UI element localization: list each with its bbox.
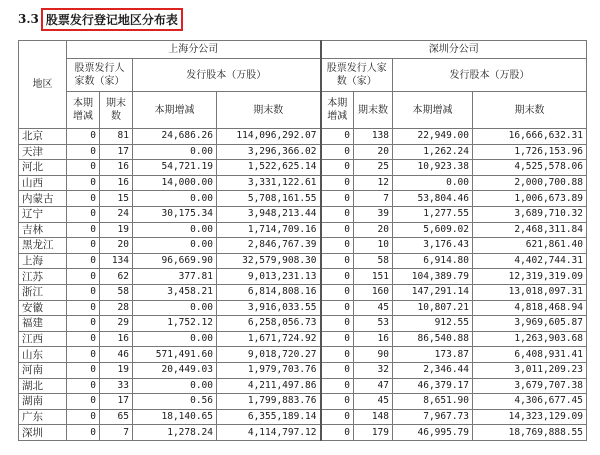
region-cell: 江西 <box>19 331 67 347</box>
sh-issuers-end-cell: 15 <box>100 191 133 207</box>
sz-capital-change-cell: 5,609.02 <box>393 222 473 238</box>
region-cell: 天津 <box>19 144 67 160</box>
region-cell: 深圳 <box>19 425 67 441</box>
sh-issuers-end-cell: 46 <box>100 347 133 363</box>
sz-capital-end-cell: 6,408,931.41 <box>473 347 587 363</box>
region-cell: 江苏 <box>19 269 67 285</box>
sh-issuers-change-cell: 0 <box>67 331 100 347</box>
sh-issuers-change-cell: 0 <box>67 409 100 425</box>
sh-capital-change-cell: 377.81 <box>133 269 217 285</box>
sz-issuers-change-cell: 0 <box>321 331 354 347</box>
sh-capital-change-cell: 571,491.60 <box>133 347 217 363</box>
region-cell: 北京 <box>19 129 67 145</box>
table-row <box>19 222 587 238</box>
region-cell: 浙江 <box>19 284 67 300</box>
sh-capital-change-cell: 0.00 <box>133 191 217 207</box>
sh-capital-change-cell: 24,686.26 <box>133 129 217 145</box>
sz-capital-change-header: 本期增减 <box>393 92 473 129</box>
sz-capital-end-cell: 621,861.40 <box>473 238 587 254</box>
table-row <box>19 394 587 410</box>
sz-capital-end-cell: 1,006,673.89 <box>473 191 587 207</box>
sh-issuers-end-cell: 19 <box>100 222 133 238</box>
sh-capital-end-cell: 6,814,808.16 <box>217 284 321 300</box>
region-cell: 上海 <box>19 253 67 269</box>
table-row <box>19 129 587 145</box>
sz-capital-end-cell: 13,018,097.31 <box>473 284 587 300</box>
sz-capital-change-cell: 46,379.17 <box>393 378 473 394</box>
sh-issuers-end-cell: 62 <box>100 269 133 285</box>
sh-issuers-change-cell: 0 <box>67 129 100 145</box>
sz-issuers-change-header: 本期增减 <box>321 92 354 129</box>
sz-issuers-end-cell: 138 <box>354 129 393 145</box>
sh-issuers-change-cell: 0 <box>67 253 100 269</box>
sh-capital-change-cell: 0.00 <box>133 331 217 347</box>
region-cell: 山西 <box>19 175 67 191</box>
sh-capital-end-cell: 3,916,033.55 <box>217 300 321 316</box>
sz-capital-change-cell: 1,277.55 <box>393 206 473 222</box>
sz-capital-change-cell: 912.55 <box>393 316 473 332</box>
sh-issuers-end-cell: 81 <box>100 129 133 145</box>
sz-issuers-end-cell: 39 <box>354 206 393 222</box>
sh-capital-end-cell: 1,799,883.76 <box>217 394 321 410</box>
sz-issuers-change-cell: 0 <box>321 206 354 222</box>
sz-issuers-end-cell: 58 <box>354 253 393 269</box>
sh-issuers-end-cell: 16 <box>100 331 133 347</box>
sz-issuers-end-cell: 20 <box>354 144 393 160</box>
table-row <box>19 347 587 363</box>
sz-capital-change-cell: 147,291.14 <box>393 284 473 300</box>
sh-capital-end-cell: 1,714,709.16 <box>217 222 321 238</box>
sh-capital-end-cell: 1,671,724.92 <box>217 331 321 347</box>
sh-capital-change-cell: 30,175.34 <box>133 206 217 222</box>
sh-issuers-end-cell: 17 <box>100 394 133 410</box>
sh-capital-end-cell: 9,018,720.27 <box>217 347 321 363</box>
sh-capital-change-cell: 96,669.90 <box>133 253 217 269</box>
sh-issuers-change-cell: 0 <box>67 191 100 207</box>
sh-issuers-change-cell: 0 <box>67 238 100 254</box>
table-row <box>19 284 587 300</box>
table-row <box>19 144 587 160</box>
sh-capital-end-cell: 1,522,625.14 <box>217 160 321 176</box>
region-cell: 湖北 <box>19 378 67 394</box>
shenzhen-branch-header: 深圳分公司 <box>321 41 587 59</box>
sh-capital-change-cell: 20,449.03 <box>133 362 217 378</box>
sh-capital-end-cell: 114,096,292.07 <box>217 129 321 145</box>
sz-capital-end-cell: 3,679,707.38 <box>473 378 587 394</box>
sz-issuers-change-cell: 0 <box>321 316 354 332</box>
sz-issuers-end-cell: 53 <box>354 316 393 332</box>
sh-issuers-change-cell: 0 <box>67 269 100 285</box>
region-cell: 河北 <box>19 160 67 176</box>
sh-issuers-end-cell: 17 <box>100 144 133 160</box>
table-row <box>19 160 587 176</box>
table-row <box>19 331 587 347</box>
sh-issuers-change-cell: 0 <box>67 206 100 222</box>
sh-issuers-end-cell: 28 <box>100 300 133 316</box>
sh-capital-change-cell: 0.00 <box>133 144 217 160</box>
sz-issuers-change-cell: 0 <box>321 362 354 378</box>
sh-capital-end-cell: 2,846,767.39 <box>217 238 321 254</box>
sz-capital-change-cell: 3,176.43 <box>393 238 473 254</box>
sz-issuers-end-cell: 7 <box>354 191 393 207</box>
sh-capital-change-header: 本期增减 <box>133 92 217 129</box>
table-row <box>19 300 587 316</box>
table-row <box>19 191 587 207</box>
sh-issuers-change-cell: 0 <box>67 347 100 363</box>
sz-issuers-end-cell: 151 <box>354 269 393 285</box>
table-row <box>19 175 587 191</box>
sz-capital-end-cell: 3,689,710.32 <box>473 206 587 222</box>
sh-issuers-end-cell: 65 <box>100 409 133 425</box>
sz-issuers-end-cell: 25 <box>354 160 393 176</box>
sz-issuers-change-cell: 0 <box>321 269 354 285</box>
table-row <box>19 206 587 222</box>
sz-issuers-change-cell: 0 <box>321 160 354 176</box>
sz-capital-end-cell: 18,769,888.55 <box>473 425 587 441</box>
sh-capital-end-cell: 6,355,189.14 <box>217 409 321 425</box>
sh-issuers-change-cell: 0 <box>67 394 100 410</box>
sh-issuers-change-cell: 0 <box>67 222 100 238</box>
sz-issuers-end-cell: 16 <box>354 331 393 347</box>
sz-issuers-change-cell: 0 <box>321 191 354 207</box>
sh-capital-end-header: 期末数 <box>217 92 321 129</box>
sh-capital-end-cell: 32,579,908.30 <box>217 253 321 269</box>
table-row <box>19 253 587 269</box>
sz-capital-end-cell: 2,000,700.88 <box>473 175 587 191</box>
sh-issuers-change-cell: 0 <box>67 378 100 394</box>
sh-issuers-end-cell: 19 <box>100 362 133 378</box>
sh-capital-change-cell: 54,721.19 <box>133 160 217 176</box>
sz-capital-end-cell: 16,666,632.31 <box>473 129 587 145</box>
sz-capital-end-cell: 1,726,153.96 <box>473 144 587 160</box>
sz-capital-change-cell: 0.00 <box>393 175 473 191</box>
sz-capital-change-cell: 2,346.44 <box>393 362 473 378</box>
sz-issuers-end-cell: 12 <box>354 175 393 191</box>
sz-issuers-end-cell: 90 <box>354 347 393 363</box>
sh-issuers-change-cell: 0 <box>67 362 100 378</box>
region-cell: 吉林 <box>19 222 67 238</box>
region-cell: 河南 <box>19 362 67 378</box>
sh-capital-end-cell: 3,296,366.02 <box>217 144 321 160</box>
sh-capital-change-cell: 3,458.21 <box>133 284 217 300</box>
sz-capital-end-cell: 2,468,311.84 <box>473 222 587 238</box>
region-cell: 内蒙古 <box>19 191 67 207</box>
sz-capital-change-cell: 6,914.80 <box>393 253 473 269</box>
sh-capital-change-cell: 0.56 <box>133 394 217 410</box>
sh-issuers-end-cell: 24 <box>100 206 133 222</box>
sh-issuers-change-cell: 0 <box>67 175 100 191</box>
region-cell: 山东 <box>19 347 67 363</box>
sz-capital-end-header: 期末数 <box>473 92 587 129</box>
sz-capital-change-cell: 104,389.79 <box>393 269 473 285</box>
sh-issuers-end-cell: 16 <box>100 175 133 191</box>
sh-capital-end-cell: 3,331,122.61 <box>217 175 321 191</box>
table-row <box>19 316 587 332</box>
table-row <box>19 238 587 254</box>
table-body <box>19 129 587 441</box>
section-heading <box>18 8 183 30</box>
sh-capital-end-cell: 5,708,161.55 <box>217 191 321 207</box>
sz-capital-end-cell: 4,402,744.31 <box>473 253 587 269</box>
sz-capital-end-cell: 14,323,129.09 <box>473 409 587 425</box>
sz-issuers-end-cell: 45 <box>354 394 393 410</box>
sh-capital-end-cell: 1,979,703.76 <box>217 362 321 378</box>
sz-capital-change-cell: 8,651.90 <box>393 394 473 410</box>
table-row <box>19 362 587 378</box>
sh-issuers-change-cell: 0 <box>67 425 100 441</box>
sz-capital-change-cell: 46,995.79 <box>393 425 473 441</box>
section-title: 股票发行登记地区分布表 <box>41 8 183 31</box>
sz-capital-end-cell: 1,263,903.68 <box>473 331 587 347</box>
sh-issuers-end-cell: 16 <box>100 160 133 176</box>
region-header: 地区 <box>19 41 67 129</box>
sz-capital-change-cell: 7,967.73 <box>393 409 473 425</box>
sh-capital-change-cell: 1,752.12 <box>133 316 217 332</box>
sz-issuers-end-cell: 45 <box>354 300 393 316</box>
sh-issuers-end-cell: 29 <box>100 316 133 332</box>
sh-capital-end-cell: 6,258,056.73 <box>217 316 321 332</box>
sz-issuers-end-cell: 179 <box>354 425 393 441</box>
sz-issuers-change-cell: 0 <box>321 425 354 441</box>
sz-issuers-end-cell: 47 <box>354 378 393 394</box>
sz-issuers-end-cell: 20 <box>354 222 393 238</box>
sh-issuers-end-cell: 7 <box>100 425 133 441</box>
sh-issuers-end-cell: 58 <box>100 284 133 300</box>
sz-capital-end-cell: 4,306,677.45 <box>473 394 587 410</box>
sz-capital-change-cell: 10,923.38 <box>393 160 473 176</box>
region-cell: 黑龙江 <box>19 238 67 254</box>
sz-capital-end-cell: 3,011,209.23 <box>473 362 587 378</box>
sz-capital-end-cell: 3,969,605.87 <box>473 316 587 332</box>
sh-issuers-change-cell: 0 <box>67 160 100 176</box>
sz-issuers-change-cell: 0 <box>321 238 354 254</box>
sh-capital-change-cell: 0.00 <box>133 300 217 316</box>
sz-capital-end-cell: 4,525,578.06 <box>473 160 587 176</box>
sz-capital-change-cell: 10,807.21 <box>393 300 473 316</box>
sh-capital-change-cell: 0.00 <box>133 222 217 238</box>
table-row <box>19 269 587 285</box>
sz-issuers-change-cell: 0 <box>321 144 354 160</box>
sz-issuers-header: 股票发行人家数（家） <box>321 59 393 92</box>
sh-issuers-change-cell: 0 <box>67 144 100 160</box>
sz-issuers-end-cell: 32 <box>354 362 393 378</box>
sz-issuers-change-cell: 0 <box>321 253 354 269</box>
sz-issuers-change-cell: 0 <box>321 347 354 363</box>
table-row <box>19 425 587 441</box>
sz-capital-end-cell: 4,818,468.94 <box>473 300 587 316</box>
sh-issuers-change-cell: 0 <box>67 300 100 316</box>
region-cell: 辽宁 <box>19 206 67 222</box>
sz-capital-change-cell: 1,262.24 <box>393 144 473 160</box>
sz-capital-change-cell: 53,804.46 <box>393 191 473 207</box>
sz-issuers-change-cell: 0 <box>321 394 354 410</box>
sh-issuers-end-cell: 134 <box>100 253 133 269</box>
sh-capital-header: 发行股本（万股） <box>133 59 321 92</box>
region-cell: 广东 <box>19 409 67 425</box>
sh-issuers-change-cell: 0 <box>67 284 100 300</box>
sz-issuers-end-header: 期末数 <box>354 92 393 129</box>
sh-capital-change-cell: 18,140.65 <box>133 409 217 425</box>
sh-capital-end-cell: 9,013,231.13 <box>217 269 321 285</box>
sh-capital-change-cell: 0.00 <box>133 238 217 254</box>
sz-capital-header: 发行股本（万股） <box>393 59 587 92</box>
sz-capital-change-cell: 173.87 <box>393 347 473 363</box>
sz-capital-change-cell: 86,540.88 <box>393 331 473 347</box>
sh-capital-change-cell: 0.00 <box>133 378 217 394</box>
sz-issuers-change-cell: 0 <box>321 222 354 238</box>
sh-issuers-change-header: 本期增减 <box>67 92 100 129</box>
region-distribution-table <box>18 40 587 441</box>
sz-issuers-end-cell: 148 <box>354 409 393 425</box>
sz-capital-change-cell: 22,949.00 <box>393 129 473 145</box>
sz-issuers-end-cell: 160 <box>354 284 393 300</box>
region-cell: 湖南 <box>19 394 67 410</box>
sz-issuers-change-cell: 0 <box>321 129 354 145</box>
table-row <box>19 409 587 425</box>
sh-issuers-end-header: 期末数 <box>100 92 133 129</box>
sz-issuers-change-cell: 0 <box>321 300 354 316</box>
table-row <box>19 378 587 394</box>
sz-issuers-change-cell: 0 <box>321 284 354 300</box>
section-number: 3.3 <box>18 12 39 26</box>
sh-capital-end-cell: 4,211,497.86 <box>217 378 321 394</box>
sh-capital-change-cell: 14,000.00 <box>133 175 217 191</box>
sh-capital-end-cell: 4,114,797.12 <box>217 425 321 441</box>
sz-capital-end-cell: 12,319,319.09 <box>473 269 587 285</box>
region-cell: 安徽 <box>19 300 67 316</box>
sh-issuers-end-cell: 20 <box>100 238 133 254</box>
sh-issuers-change-cell: 0 <box>67 316 100 332</box>
sh-issuers-end-cell: 33 <box>100 378 133 394</box>
sh-capital-change-cell: 1,278.24 <box>133 425 217 441</box>
sz-issuers-change-cell: 0 <box>321 378 354 394</box>
sz-issuers-end-cell: 10 <box>354 238 393 254</box>
sz-issuers-change-cell: 0 <box>321 409 354 425</box>
sz-issuers-change-cell: 0 <box>321 175 354 191</box>
sh-capital-end-cell: 3,948,213.44 <box>217 206 321 222</box>
shanghai-branch-header: 上海分公司 <box>67 41 321 59</box>
sh-issuers-header: 股票发行人家数（家） <box>67 59 133 92</box>
region-cell: 福建 <box>19 316 67 332</box>
